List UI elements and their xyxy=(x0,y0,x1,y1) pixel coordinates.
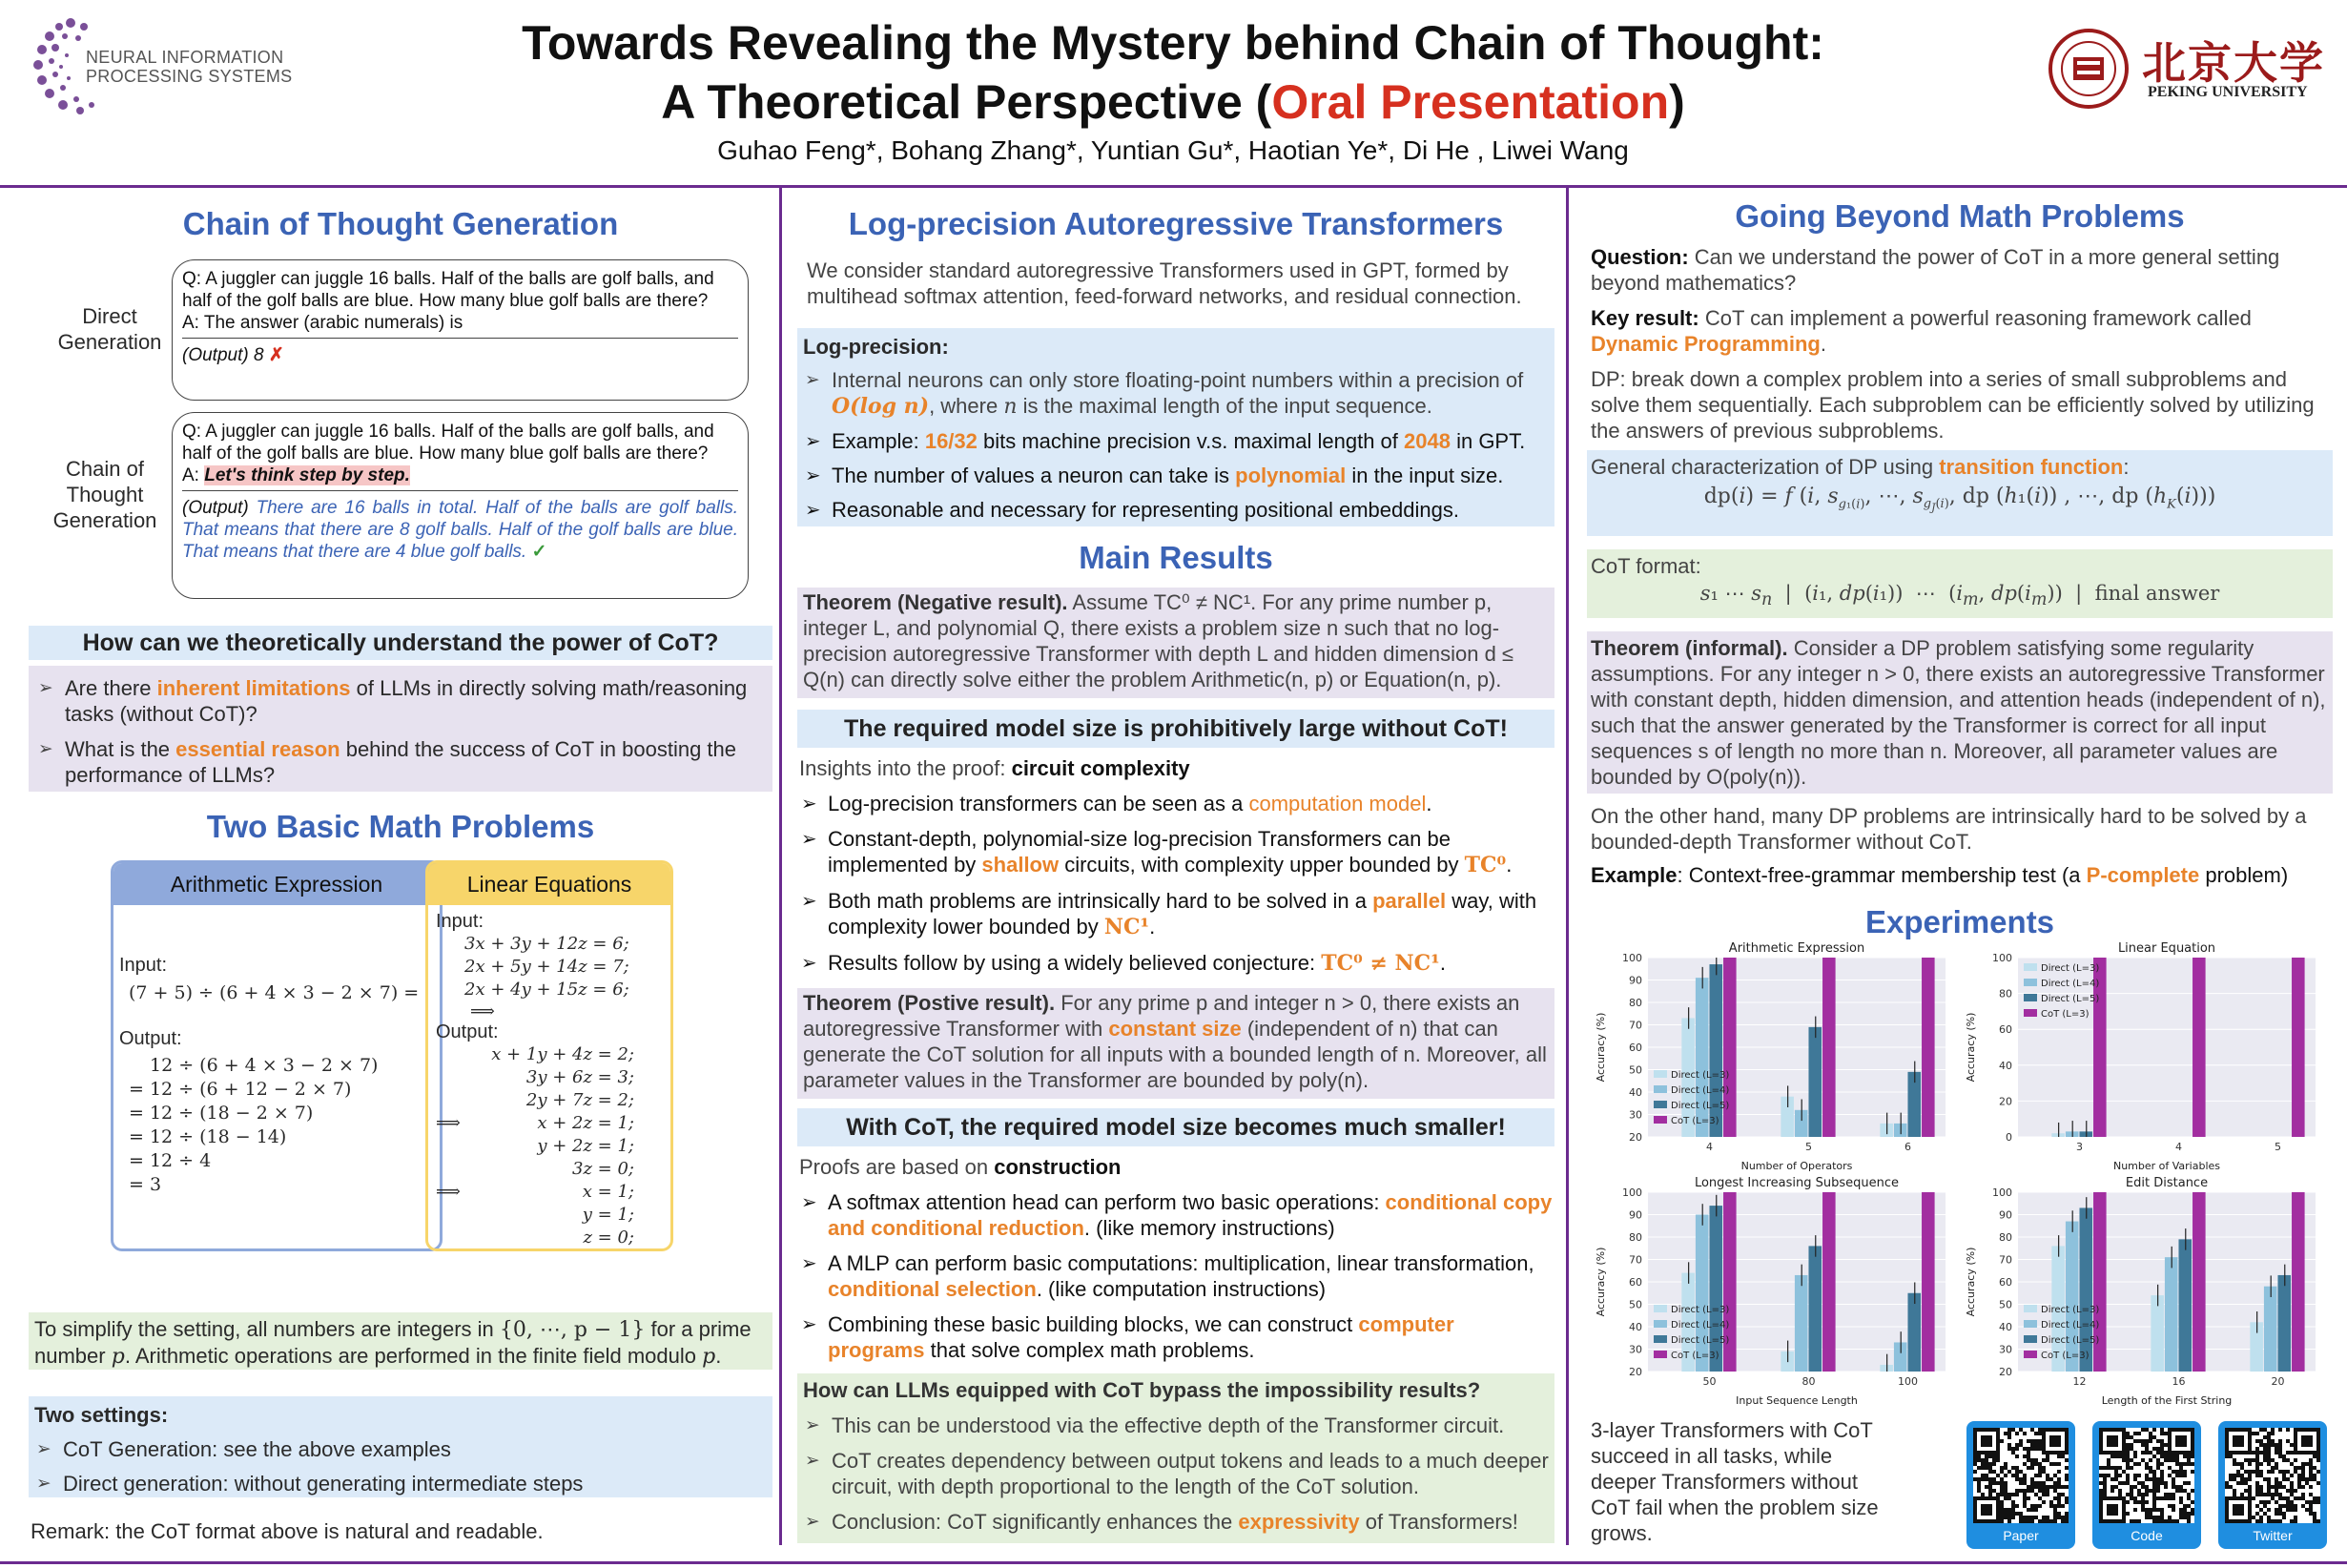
neurips-line1: NEURAL INFORMATION xyxy=(86,48,284,67)
cot-section-title: Chain of Thought Generation xyxy=(182,206,619,241)
lin-arrow: ⟹ xyxy=(436,1182,461,1202)
legend-label: CoT (L=3) xyxy=(1671,1351,1719,1361)
pku-seal-icon xyxy=(2048,29,2129,109)
x-tick-label: 3 xyxy=(2075,1141,2083,1153)
lin-output-eq: z = 0; xyxy=(583,1228,634,1248)
logprec-intro: We consider standard autoregressive Transformers used in GPT, formed by multihead softmax attention, feed-forward networks, and residual connection. xyxy=(807,258,1522,308)
dp-formula: dp(i) = f (i, $s_{g_1(i)}$, ⋯, $s_{g_J(i)}$, dp (h₁(i)) , ⋯, dp $(h_K(i))$) xyxy=(1703,485,2216,514)
arith-step: 12 ÷ (6 + 4 × 3 − 2 × 7) xyxy=(150,1055,379,1076)
qr-code-icon xyxy=(2099,1428,2194,1523)
bypass-1: ➢ This can be understood via the effective depth of the Transformer circuit. xyxy=(803,1413,1549,1438)
column-1 xyxy=(29,191,772,1555)
legend-label: Direct (L=4) xyxy=(1671,1320,1730,1331)
proofs-heading: Proofs are based on construction xyxy=(799,1155,1122,1179)
linear-card xyxy=(425,860,673,1251)
question-text: Question: Can we understand the power of CoT in a more general setting beyond mathematics? xyxy=(1591,245,2280,295)
chart-lis xyxy=(1591,1175,1955,1408)
bar xyxy=(2292,958,2305,1137)
logprec-heading: Log-precision: xyxy=(803,335,949,359)
cot-output: (Output) There are 16 balls in total. Half of the balls are golf balls. That means that there are 8 golf balls. Half of the golf balls are blue. That means that there are 4 blue golf balls. ✓ xyxy=(182,498,738,562)
x-tick-label: 12 xyxy=(2072,1375,2087,1388)
insight-2: ➢ Constant-depth, polynomial-size log-precision Transformers can be implemented by shallow circuits, with complexity upper bounded by TC⁰. xyxy=(799,826,1553,878)
y-tick-label: 40 xyxy=(1999,1059,2012,1072)
title-line1: Towards Revealing the Mystery behind Chain of Thought: xyxy=(522,16,1824,70)
y-tick-label: 40 xyxy=(1629,1086,1642,1099)
y-tick-label: 70 xyxy=(1999,1253,2012,1267)
y-tick-label: 100 xyxy=(1622,1186,1642,1199)
legend-swatch xyxy=(1654,1320,1667,1328)
bar xyxy=(2165,1257,2178,1372)
legend-swatch xyxy=(2024,1009,2037,1017)
y-tick-label: 30 xyxy=(1629,1108,1642,1122)
bar xyxy=(1795,1275,1808,1372)
dp-description: DP: break down a complex problem into a series of small subproblems and solve them sequentially. Each subproblem can be efficiently solved by utilizing the answers of previous subproblems. xyxy=(1591,367,2315,443)
bar xyxy=(2277,1275,2291,1372)
insights-heading: Insights into the proof: circuit complexity xyxy=(799,756,1190,780)
lin-output xyxy=(436,1043,663,1249)
y-tick-label: 50 xyxy=(1629,1298,1642,1311)
cot-format-label: CoT format: xyxy=(1591,554,1701,578)
legend-swatch xyxy=(2024,1351,2037,1358)
y-tick-label: 0 xyxy=(2006,1131,2012,1144)
legend-swatch xyxy=(2024,994,2037,1001)
legend-swatch xyxy=(2024,1335,2037,1343)
main-results-title: Main Results xyxy=(1079,540,1273,575)
arith-step: = 12 ÷ (18 − 2 × 7) xyxy=(129,1103,314,1124)
dp-characterization-box xyxy=(1587,450,2333,536)
logprec-title: Log-precision Autoregressive Transformers xyxy=(848,206,1504,241)
bar xyxy=(1808,1027,1822,1137)
cot-generation-label: Chain of Thought Generation xyxy=(52,457,157,532)
legend-label: Direct (L=3) xyxy=(1671,1305,1730,1315)
chart-title: Arithmetic Expression xyxy=(1728,941,1865,956)
legend-label: Direct (L=5) xyxy=(2041,1335,2100,1346)
column-2 xyxy=(797,191,1554,1555)
chart-edit-distance xyxy=(1961,1175,2325,1408)
legend-swatch xyxy=(1654,1116,1667,1124)
y-tick-label: 90 xyxy=(1999,1208,2012,1222)
y-tick-label: 80 xyxy=(1999,987,2012,1001)
bar xyxy=(1922,958,1935,1137)
logprec-b1: ➢ Internal neurons can only store floating-point numbers within a precision of O(log n), where n is the maximal length of the input sequence. xyxy=(803,367,1549,420)
legend-label: CoT (L=3) xyxy=(2041,1351,2090,1361)
y-tick-label: 50 xyxy=(1629,1063,1642,1077)
lin-input xyxy=(464,933,663,1001)
x-tick-label: 80 xyxy=(1801,1375,1816,1388)
qr-code-icon xyxy=(2225,1428,2320,1523)
x-axis-label: Length of the First String xyxy=(2101,1394,2233,1407)
insight-4: ➢ Results follow by using a widely believed conjecture: TC⁰ ≠ NC¹. xyxy=(799,950,1553,977)
column-3 xyxy=(1587,191,2333,1555)
bar xyxy=(1822,958,1836,1137)
logprec-b4: ➢ Reasonable and necessary for representing positional embeddings. xyxy=(803,497,1549,523)
arith-steps xyxy=(129,1054,434,1197)
with-cot-banner: With CoT, the required model size becomes much smaller! xyxy=(797,1108,1554,1146)
pku-logo xyxy=(2048,29,2335,114)
positive-theorem: Theorem (Postive result). For any prime p and integer n > 0, there exists an autoregressive Transformer with constant size (independent of n) that can generate the CoT solution for all inputs with a bounded length of n. Moreover, all parameter values in the Transformer are bounded by poly(n). xyxy=(797,988,1554,1099)
y-tick-label: 100 xyxy=(1992,1186,2012,1199)
legend-swatch xyxy=(1654,1085,1667,1093)
proof-2: ➢ A MLP can perform basic computations: multiplication, linear transformation, conditional selection. (like computation instructions) xyxy=(799,1250,1553,1302)
neurips-line2: PROCESSING SYSTEMS xyxy=(86,67,293,86)
y-tick-label: 20 xyxy=(1629,1366,1642,1378)
legend-label: Direct (L=4) xyxy=(1671,1085,1730,1096)
qr-label: Code xyxy=(2131,1528,2163,1543)
x-tick-label: 100 xyxy=(1897,1375,1918,1388)
arith-output-label: Output: xyxy=(119,1028,182,1049)
bar xyxy=(2193,1192,2206,1372)
chart-svg xyxy=(1961,1175,2325,1408)
x-tick-label: 5 xyxy=(1804,1141,1812,1153)
other-hand-text: On the other hand, many DP problems are intrinsically hard to be solved by a bounded-depth Transformer without CoT. xyxy=(1591,804,2307,854)
arithmetic-card-title: Arithmetic Expression xyxy=(113,863,440,905)
lin-output-label: Output: xyxy=(436,1021,499,1042)
qr-code-icon xyxy=(1973,1428,2069,1523)
legend-swatch xyxy=(2024,1305,2037,1312)
legend-swatch xyxy=(1654,1305,1667,1312)
beyond-title: Going Beyond Math Problems xyxy=(1735,198,2185,234)
direct-generation-box xyxy=(172,259,749,401)
y-tick-label: 60 xyxy=(1629,1276,1642,1289)
lin-output-eq: y = 1; xyxy=(582,1205,634,1225)
y-tick-label: 90 xyxy=(1629,1208,1642,1222)
proof-3: ➢ Combining these basic building blocks, we can construct computer programs that solve complex math problems. xyxy=(799,1311,1553,1363)
y-tick-label: 80 xyxy=(1629,997,1642,1009)
how-question-banner: How can we theoretically understand the power of CoT? xyxy=(29,626,772,660)
question-essential-reason: ➢ What is the essential reason behind the success of CoT in boosting the performance of LLMs? xyxy=(36,736,765,788)
arith-step: = 12 ÷ (6 + 12 − 2 × 7) xyxy=(129,1079,352,1100)
legend-label: Direct (L=5) xyxy=(2041,994,2100,1004)
bypass-box xyxy=(797,1373,1554,1543)
y-tick-label: 60 xyxy=(1629,1042,1642,1054)
header-divider xyxy=(0,185,2347,188)
chart-svg xyxy=(1961,940,2325,1173)
experiments-title: Experiments xyxy=(1864,904,2055,939)
construction-proofs xyxy=(799,1154,1553,1363)
lets-think-highlight: Let's think step by step. xyxy=(204,465,410,485)
legend-swatch xyxy=(2024,963,2037,971)
insight-3: ➢ Both math problems are intrinsically hard to be solved in a parallel way, with complexity lower bounded by NC¹. xyxy=(799,888,1553,940)
bar xyxy=(2264,1287,2277,1372)
lin-arrow-1: ⟹ xyxy=(470,1001,495,1021)
legend-label: Direct (L=5) xyxy=(1671,1101,1730,1111)
legend-swatch xyxy=(1654,1351,1667,1358)
x-axis-label: Input Sequence Length xyxy=(1736,1394,1858,1407)
oral-presentation-label: Oral Presentation xyxy=(1271,75,1670,129)
y-tick-label: 60 xyxy=(1999,1023,2012,1037)
setting-direct: ➢ Direct generation: without generating intermediate steps xyxy=(34,1471,767,1496)
y-axis-label: Accuracy (%) xyxy=(1595,1247,1607,1317)
arith-step: = 3 xyxy=(129,1174,162,1195)
lin-input-eq: 2x + 5y + 14z = 7; xyxy=(464,957,629,977)
direct-question: Q: A juggler can juggle 16 balls. Half of the balls are golf balls, and half of the golf balls are blue. How many blue golf balls are there? xyxy=(182,269,714,311)
bar xyxy=(2066,1222,2079,1372)
two-settings-title: Two settings: xyxy=(34,1403,169,1427)
arith-input: (7 + 5) ÷ (6 + 4 × 3 − 2 × 7) = xyxy=(129,982,420,1003)
question-limitations: ➢ Are there inherent limitations of LLMs in directly solving math/reasoning tasks (without CoT)? xyxy=(36,675,765,727)
authors: Guhao Feng*, Bohang Zhang*, Yuntian Gu*, Haotian Ye*, Di He , Liwei Wang xyxy=(717,135,1629,165)
legend-swatch xyxy=(2024,1320,2037,1328)
bar xyxy=(2151,1295,2164,1372)
legend-swatch xyxy=(1654,1101,1667,1108)
qr-card-code[interactable] xyxy=(2092,1421,2201,1549)
y-tick-label: 80 xyxy=(1999,1231,2012,1244)
y-tick-label: 60 xyxy=(1999,1276,2012,1289)
legend-swatch xyxy=(2024,979,2037,986)
direct-answer-prompt: A: The answer (arabic numerals) is xyxy=(182,312,738,339)
lin-output-eq: ⟹ x = 1; xyxy=(436,1182,634,1202)
bar xyxy=(1922,1192,1935,1372)
legend-label: Direct (L=3) xyxy=(1671,1070,1730,1081)
chart-title: Longest Increasing Subsequence xyxy=(1694,1176,1900,1190)
two-settings-box xyxy=(29,1396,772,1497)
y-tick-label: 80 xyxy=(1629,1231,1642,1244)
x-tick-label: 50 xyxy=(1702,1375,1717,1388)
legend-label: Direct (L=5) xyxy=(1671,1335,1730,1346)
experiments-conclusion: 3-layer Transformers with CoT succeed in all tasks, while deeper Transformers without CoT fail when the problem size grows. xyxy=(1591,1418,1879,1545)
column-divider-right xyxy=(1566,187,1569,1545)
cot-answer-prompt: A: Let's think step by step. xyxy=(182,464,738,491)
logprec-b2: ➢ Example: 16/32 bits machine precision v.s. maximal length of 2048 in GPT. xyxy=(803,428,1549,454)
logprec-b3: ➢ The number of values a neuron can take is polynomial in the input size. xyxy=(803,463,1549,488)
x-tick-label: 16 xyxy=(2172,1375,2186,1388)
x-tick-label: 6 xyxy=(1904,1141,1911,1153)
lin-output-eq: ⟹ x + 2z = 1; xyxy=(436,1113,634,1133)
chart-arithmetic xyxy=(1591,940,1955,1173)
legend-label: CoT (L=3) xyxy=(1671,1116,1719,1126)
bar xyxy=(1822,1192,1836,1372)
y-tick-label: 30 xyxy=(1999,1343,2012,1356)
wrong-cross-icon: ✗ xyxy=(268,345,284,365)
lin-output-eq: y + 2z = 1; xyxy=(537,1136,634,1156)
y-tick-label: 20 xyxy=(1999,1095,2012,1108)
bar xyxy=(1696,978,1709,1137)
lin-input-label: Input: xyxy=(436,911,484,932)
bypass-title: How can LLMs equipped with CoT bypass the impossibility results? xyxy=(803,1378,1481,1402)
lin-output-eq: 3y + 6z = 3; xyxy=(525,1067,634,1087)
cot-format-formula: s₁ ⋯ $s_n$ | (i₁, dp(i₁)) ⋯ ($i_m$, $dp(i_m)$) | final answer xyxy=(1699,582,2220,610)
x-tick-label: 4 xyxy=(1705,1141,1713,1153)
chart-svg xyxy=(1591,940,1955,1173)
legend-swatch xyxy=(1654,1335,1667,1343)
y-tick-label: 20 xyxy=(1999,1366,2012,1378)
chart-svg xyxy=(1591,1175,1955,1408)
arith-step: = 12 ÷ 4 xyxy=(129,1150,212,1171)
qr-label: Paper xyxy=(2003,1528,2039,1543)
title-line2: A Theoretical Perspective (Oral Presentation) xyxy=(661,75,1685,129)
bar xyxy=(1709,1206,1722,1372)
direct-output: (Output) 8 ✗ xyxy=(182,345,284,365)
y-tick-label: 70 xyxy=(1629,1253,1642,1267)
two-problems-title: Two Basic Math Problems xyxy=(206,809,595,844)
arith-input-label: Input: xyxy=(119,955,168,976)
x-axis-label: Number of Operators xyxy=(1740,1160,1853,1172)
y-tick-label: 50 xyxy=(1999,1298,2012,1311)
bar xyxy=(2292,1192,2305,1372)
direct-generation-label: Direct Generation xyxy=(57,304,162,354)
cot-question: Q: A juggler can juggle 16 balls. Half of the balls are golf balls, and half of the golf balls are blue. How many blue golf balls are there? xyxy=(182,422,714,464)
remark: Remark: the CoT format above is natural and readable. xyxy=(31,1519,544,1543)
arithmetic-card xyxy=(111,860,443,1251)
lin-output-eq: x + 1y + 4z = 2; xyxy=(491,1044,634,1064)
y-tick-label: 40 xyxy=(1999,1321,2012,1333)
y-axis-label: Accuracy (%) xyxy=(1595,1012,1607,1083)
lin-input-eq: 3x + 3y + 12z = 6; xyxy=(464,934,629,954)
required-size-banner: The required model size is prohibitively large without CoT! xyxy=(797,710,1554,748)
x-axis-label: Number of Variables xyxy=(2112,1160,2221,1172)
bypass-3: ➢ Conclusion: CoT significantly enhances the expressivity of Transformers! xyxy=(803,1509,1549,1535)
arith-step: = 12 ÷ (18 − 14) xyxy=(129,1126,287,1147)
insight-1: ➢ Log-precision transformers can be seen as a computation model. xyxy=(799,791,1553,816)
circuit-insights xyxy=(799,755,1553,977)
poster-title xyxy=(362,13,1984,132)
setting-cot: ➢ CoT Generation: see the above examples xyxy=(34,1436,767,1462)
y-tick-label: 100 xyxy=(1622,952,1642,964)
qr-card-twitter[interactable] xyxy=(2218,1421,2327,1549)
check-icon: ✓ xyxy=(531,542,547,562)
x-tick-label: 20 xyxy=(2271,1375,2285,1388)
lin-output-eq: 3z = 0; xyxy=(572,1159,634,1179)
y-tick-label: 100 xyxy=(1992,952,2012,964)
y-tick-label: 30 xyxy=(1629,1343,1642,1356)
example-text: Example: Context-free-grammar membership test (a P-complete problem) xyxy=(1591,863,2289,887)
pku-cn-name: 北京大学 xyxy=(2142,37,2325,89)
cot-format-box xyxy=(1587,549,2333,618)
x-tick-label: 4 xyxy=(2174,1141,2182,1153)
dp-theorem: Theorem (informal). Consider a DP problem satisfying some regularity assumptions. For any integer n > 0, there exists an autoregressive Transformer with constant depth, hidden dimension, and attention heads (independent of n), such that the answer generated by the Transformer is correct for all input sequences s of length no more than n. Moreover, all parameter values are bounded by O(poly(n)). xyxy=(1587,631,2333,794)
cot-generation-box xyxy=(172,412,749,599)
column-divider-left xyxy=(779,187,782,1545)
y-axis-label: Accuracy (%) xyxy=(1965,1012,1977,1083)
beyond-text xyxy=(1591,244,2331,444)
chart-title: Edit Distance xyxy=(2125,1176,2209,1190)
lin-input-eq: 2x + 4y + 15z = 6; xyxy=(464,980,629,1000)
y-tick-label: 70 xyxy=(1629,1019,1642,1032)
neurips-logo xyxy=(32,13,319,118)
y-tick-label: 90 xyxy=(1629,974,1642,987)
header xyxy=(0,0,2347,187)
lin-arrow: ⟹ xyxy=(436,1113,461,1133)
bar xyxy=(1907,1293,1921,1372)
dp-characterization-text: General characterization of DP using transition function: xyxy=(1591,455,2130,479)
legend-label: Direct (L=3) xyxy=(2041,963,2100,974)
proof-1: ➢ A softmax attention head can perform two basic operations: conditional copy and conditional reduction. (like memory instructions) xyxy=(799,1189,1553,1241)
legend-label: CoT (L=3) xyxy=(2041,1009,2090,1020)
bar xyxy=(1696,1215,1709,1372)
y-tick-label: 20 xyxy=(1629,1131,1642,1144)
linear-card-title: Linear Equations xyxy=(428,863,670,905)
x-tick-label: 5 xyxy=(2274,1141,2281,1153)
bypass-2: ➢ CoT creates dependency between output tokens and leads to a much deeper circuit, with depth proportional to the length of the CoT solution. xyxy=(803,1448,1549,1499)
lin-output-eq: 2y + 7z = 2; xyxy=(525,1090,634,1110)
legend-swatch xyxy=(1654,1070,1667,1078)
chart-title: Linear Equation xyxy=(2117,941,2216,956)
bar xyxy=(1808,1246,1822,1372)
simplify-note: To simplify the setting, all numbers are integers in {0, ⋯, p − 1} for a prime number p. Arithmetic operations are performed in the finite field modulo p. xyxy=(29,1312,772,1370)
chart-linear-equation xyxy=(1961,940,2325,1173)
logprec-box xyxy=(797,328,1554,526)
bar xyxy=(2079,1207,2092,1372)
negative-theorem: Theorem (Negative result). Assume TC⁰ ≠ NC¹. For any prime number p, integer L, and polynomial Q, there exists a problem size n such that no log-precision autoregressive Transformer with depth L and hidden dimension d ≤ Q(n) can directly solve either the problem Arithmetic(n, p) or Equation(n, p). xyxy=(797,588,1554,698)
how-question-list xyxy=(29,666,772,792)
legend-label: Direct (L=3) xyxy=(2041,1305,2100,1315)
bar xyxy=(2193,958,2206,1137)
qr-label: Twitter xyxy=(2253,1528,2293,1543)
legend-label: Direct (L=4) xyxy=(2041,1320,2100,1331)
pku-en-name: PEKING UNIVERSITY xyxy=(2148,84,2308,100)
footer-line xyxy=(0,1561,2347,1564)
qr-codes xyxy=(1966,1421,2329,1549)
qr-card-paper[interactable] xyxy=(1966,1421,2075,1549)
bar xyxy=(2178,1239,2192,1372)
y-tick-label: 40 xyxy=(1629,1321,1642,1333)
key-result-text: Key result: CoT can implement a powerful reasoning framework called Dynamic Programming. xyxy=(1591,306,2252,356)
y-axis-label: Accuracy (%) xyxy=(1965,1247,1977,1317)
legend-label: Direct (L=4) xyxy=(2041,979,2100,989)
